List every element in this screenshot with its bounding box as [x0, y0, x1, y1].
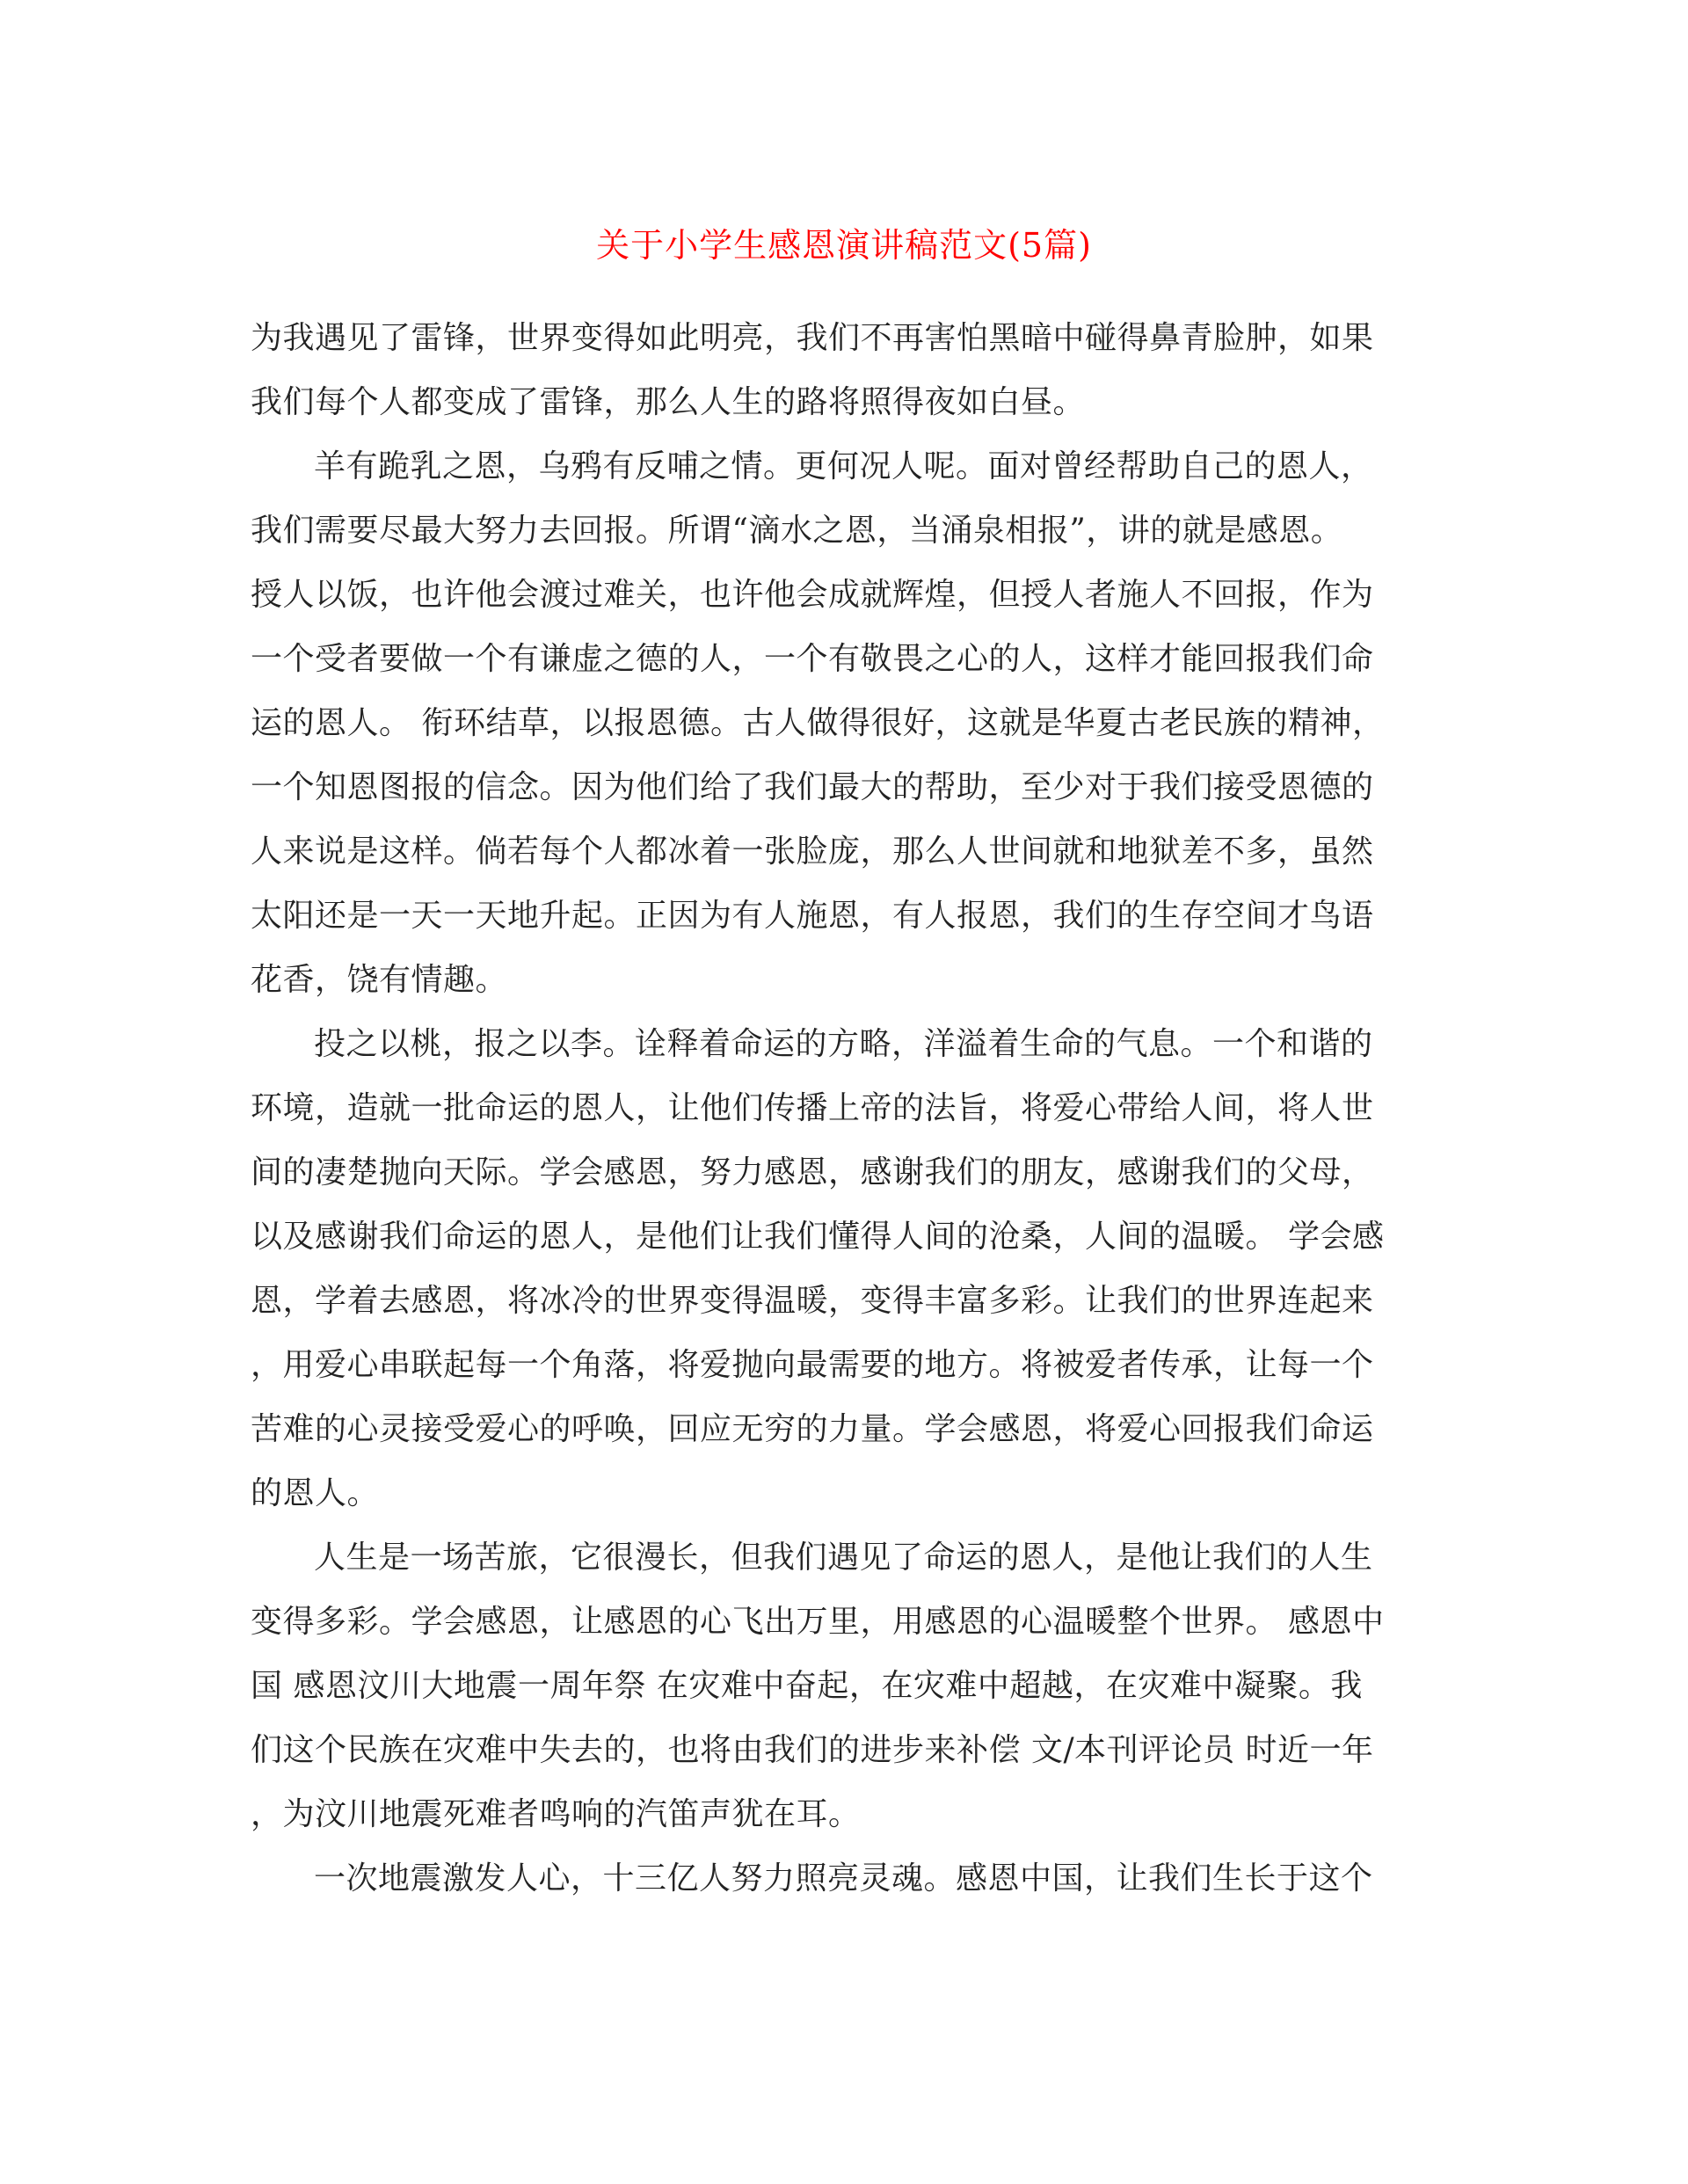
text-line: 们这个民族在灾难中失去的，也将由我们的进步来补偿 文/本刊评论员 时近一年 [251, 1732, 1374, 1768]
text-line: 为我遇见了雷锋，世界变得如此明亮，我们不再害怕黑暗中碰得鼻青脸肿，如果 [251, 320, 1374, 356]
text-line: 间的凄楚抛向天际。学会感恩，努力感恩，感谢我们的朋友，感谢我们的父母， [251, 1154, 1374, 1190]
text-line: 的恩人。 [251, 1475, 380, 1511]
text-line: 以及感谢我们命运的恩人，是他们让我们懂得人间的沧桑，人间的温暖。 学会感 [251, 1219, 1385, 1255]
text-line: 变得多彩。学会感恩，让感恩的心飞出万里，用感恩的心温暖整个世界。 感恩中 [251, 1604, 1385, 1640]
text-line: ，为汶川地震死难者鸣响的汽笛声犹在耳。 [251, 1796, 861, 1832]
text-line: 一个知恩图报的信念。因为他们给了我们最大的帮助，至少对于我们接受恩德的 [251, 769, 1374, 805]
text-line: 我们每个人都变成了雷锋，那么人生的路将照得夜如白昼。 [251, 384, 1086, 420]
text-line: 羊有跪乳之恩，乌鸦有反哺之情。更何况人呢。面对曾经帮助自己的恩人， [314, 448, 1373, 484]
text-line: 人来说是这样。倘若每个人都冰着一张脸庞，那么人世间就和地狱差不多，虽然 [251, 834, 1374, 870]
document-body [251, 306, 1420, 1911]
text-line: 环境，造就一批命运的恩人，让他们传播上帝的法旨，将爱心带给人间，将人世 [251, 1090, 1374, 1126]
text-line: 一次地震激发人心，十三亿人努力照亮灵魂。感恩中国，让我们生长于这个 [314, 1860, 1373, 1896]
text-line: ，用爱心串联起每一个角落，将爱抛向最需要的地方。将被爱者传承，让每一个 [251, 1347, 1374, 1383]
text-line: 我们需要尽最大努力去回报。所谓“滴水之恩，当涌泉相报”，讲的就是感恩。 [251, 513, 1343, 549]
text-line: 投之以桃，报之以李。诠释着命运的方略，洋溢着生命的气息。一个和谐的 [314, 1026, 1373, 1062]
text-line: 太阳还是一天一天地升起。正因为有人施恩，有人报恩，我们的生存空间才鸟语 [251, 898, 1374, 934]
text-line: 人生是一场苦旅，它很漫长，但我们遇见了命运的恩人，是他让我们的人生 [314, 1540, 1373, 1576]
text-line: 运的恩人。 衔环结草，以报恩德。古人做得很好，这就是华夏古老民族的精神， [251, 705, 1385, 741]
text-line: 一个受者要做一个有谦虚之德的人，一个有敬畏之心的人，这样才能回报我们命 [251, 641, 1374, 677]
text-line: 苦难的心灵接受爱心的呼唤，回应无穷的力量。学会感恩，将爱心回报我们命运 [251, 1411, 1374, 1447]
text-line: 国 感恩汶川大地震一周年祭 在灾难中奋起，在灾难中超越，在灾难中凝聚。我 [251, 1668, 1363, 1704]
document-title: 关于小学生感恩演讲稿范文(5篇) [596, 226, 1092, 265]
text-line: 花香，饶有情趣。 [251, 962, 508, 998]
text-line: 授人以饭，也许他会渡过难关，也许他会成就辉煌，但授人者施人不回报，作为 [251, 577, 1374, 613]
text-line: 恩，学着去感恩，将冰冷的世界变得温暖，变得丰富多彩。让我们的世界连起来 [251, 1283, 1374, 1319]
